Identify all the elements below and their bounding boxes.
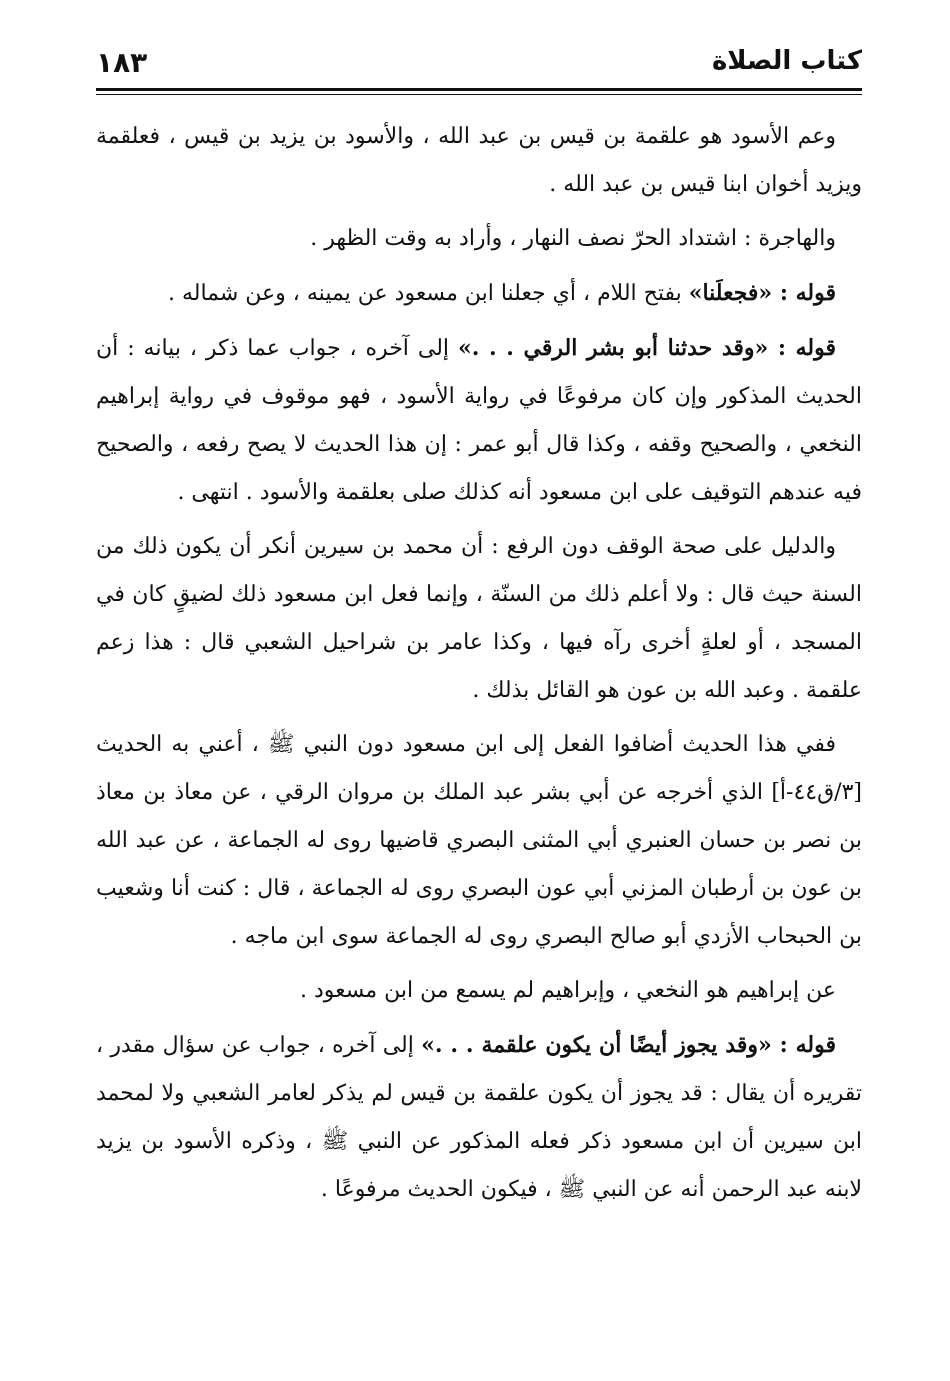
paragraph	[96, 113, 862, 209]
page-number: ١٨٣	[96, 46, 148, 79]
paragraph-text: ففي هذا الحديث أضافوا الفعل إلى ابن مسعود دون النبي ﷺ ، أعني به الحديث [٣/ق٤٤-أ] الذي أخرجه عن أبي بشر عبد الملك بن مروان الرقي ، عن معاذ بن معاذ بن نصر بن حسان العنبري أبي المثنى البصري قاضيها روى له الجماعة ، عن عبد الله بن عون بن أرطبان المزني أبي عون البصري روى له الجماعة ، قال : كنت أنا وشعيب بن الحبحاب الأزدي أبو صالح البصري روى له الجماعة سوى ابن ماجه .	[96, 732, 862, 949]
paragraph-text: إلى آخره ، جواب عما ذكر ، بيانه : أن الحديث المذكور وإن كان مرفوعًا في رواية الأسود ، فهو موقوف في رواية إبراهيم النخعي ، والصحيح وقفه ، وكذا قال أبو عمر : إن هذا الحديث لا يصح رفعه ، والصحيح فيه عندهم التوقيف على ابن مسعود أنه كذلك صلى بعلقمة والأسود . انتهى .	[96, 336, 862, 505]
paragraph	[96, 324, 862, 517]
paragraph	[96, 523, 862, 715]
paragraph	[96, 269, 862, 318]
book-page	[96, 40, 862, 1220]
header-rule-thin	[96, 94, 862, 95]
page-header	[96, 40, 862, 88]
paragraph-text: إلى آخره ، جواب عن سؤال مقدر ، تقريره أن يقال : قد يجوز أن يكون علقمة بن قيس لم يذكر لعامر الشعبي ولا لمحمد ابن سيرين أن ابن مسعود ذكر فعله المذكور عن النبي ﷺ ، وذكره الأسود بن يزيد لابنه عبد الرحمن أنه عن النبي ﷺ ، فيكون الحديث مرفوعًا .	[96, 1033, 862, 1202]
body-text	[96, 113, 862, 1214]
paragraph-lead: قوله : «وقد حدثنا أبو بشر الرقي . . .»	[457, 335, 836, 361]
paragraph	[96, 967, 862, 1015]
paragraph-text: وعم الأسود هو علقمة بن قيس بن عبد الله ، والأسود بن يزيد بن قيس ، فعلقمة ويزيد أخوان ابنا قيس بن عبد الله .	[96, 124, 862, 197]
paragraph	[96, 721, 862, 961]
paragraph-lead: قوله : «فجعلَنا»	[688, 280, 836, 306]
chapter-title: كتاب الصلاة	[711, 46, 862, 76]
paragraph-text: عن إبراهيم هو النخعي ، وإبراهيم لم يسمع من ابن مسعود .	[299, 978, 836, 1003]
paragraph-lead: قوله : «وقد يجوز أيضًا أن يكون علقمة . . .»	[421, 1032, 836, 1058]
paragraph-text: بفتح اللام ، أي جعلنا ابن مسعود عن يمينه ، وعن شماله .	[167, 281, 689, 306]
header-rule-thick	[96, 88, 862, 91]
paragraph-text: والدليل على صحة الوقف دون الرفع : أن محمد بن سيرين أنكر أن يكون ذلك من السنة حيث قال : ولا أعلم ذلك من السنّة ، وإنما فعل ابن مسعود ذلك لضيقٍ كان في المسجد ، أو لعلةٍ أخرى رآه فيها ، وكذا عامر بن شراحيل الشعبي قال : هذا زعم علقمة . وعبد الله بن عون هو القائل بذلك .	[96, 534, 862, 703]
paragraph	[96, 215, 862, 263]
paragraph	[96, 1021, 862, 1214]
paragraph-text: والهاجرة : اشتداد الحرّ نصف النهار ، وأراد به وقت الظهر .	[310, 226, 836, 251]
